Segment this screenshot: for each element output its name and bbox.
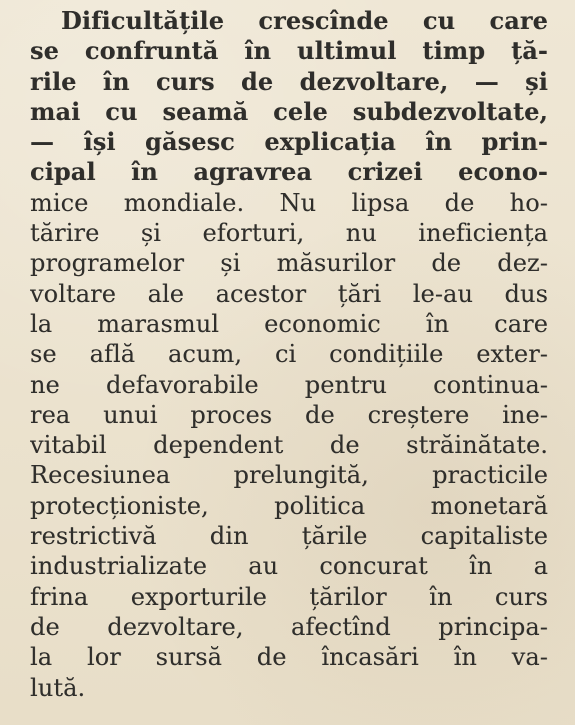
article-line-3: rile în curs de dezvoltare, — și xyxy=(30,66,548,96)
article-column xyxy=(30,6,548,714)
article-line-11: la marasmul economic în care xyxy=(30,309,548,338)
article-line-10: voltare ale acestor țări le-au dus xyxy=(30,279,548,308)
article-line-1: Dificultățile crescînde cu care xyxy=(61,6,548,35)
article-line-23: lută. xyxy=(30,673,86,702)
article-line-19: industrializate au concurat în a xyxy=(30,552,548,581)
article-line-14: rea unui proces de creștere ine- xyxy=(30,400,548,429)
article-line-17: protecționiste, politica monetară xyxy=(30,491,548,520)
article-line-9: programelor și măsurilor de dez- xyxy=(30,249,548,278)
article-line-12: se află acum, ci condițiile exter- xyxy=(30,340,548,369)
article-line-20: frina exporturile țărilor în curs xyxy=(30,582,548,611)
article-line-2: se confruntă în ultimul timp ță- xyxy=(30,36,548,66)
article-line-13: ne defavorabile pentru continua- xyxy=(30,370,548,399)
article-line-16: Recesiunea prelungită, practicile xyxy=(30,461,548,490)
article-line-5: — își găsesc explicația în prin- xyxy=(30,127,548,157)
article-line-21: de dezvoltare, afectînd principa- xyxy=(30,612,548,641)
article-line-18: restrictivă din țările capitaliste xyxy=(30,522,548,551)
article-line-8: tărire și eforturi, nu ineficiența xyxy=(30,219,548,248)
article-line-7: mice mondiale. Nu lipsa de ho- xyxy=(30,188,548,217)
article-line-22: la lor sursă de încasări în va- xyxy=(30,643,548,672)
article-line-4: mai cu seamă cele subdezvoltate, xyxy=(30,96,548,126)
article-paragraph xyxy=(30,6,548,703)
article-line-6: cipal în agravrea crizei econo- xyxy=(30,157,548,187)
article-line-15: vitabil dependent de străinătate. xyxy=(30,431,548,460)
